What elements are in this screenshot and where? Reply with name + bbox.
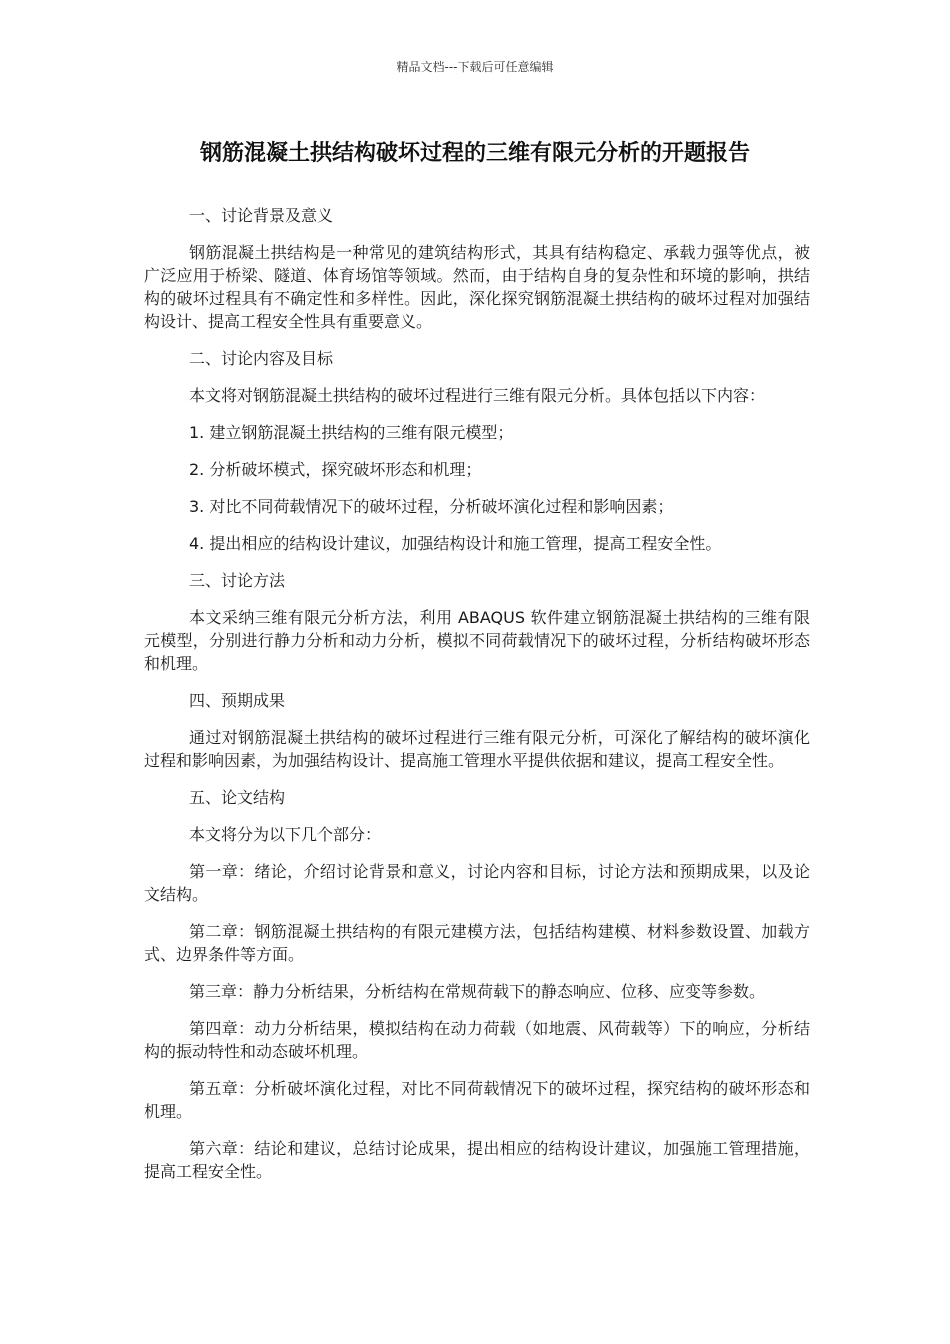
header-note: 精品文档---下载后可任意编辑 — [396, 60, 554, 74]
list-item-content: 4. 提出相应的结构设计建议，加强结构设计和施工管理，提高工程安全性。 — [189, 534, 722, 553]
section-heading-content-goals: 二、讨论内容及目标 — [189, 349, 334, 368]
chapter-item: 第三章：静力分析结果，分析结构在常规荷载下的静态响应、位移、应变等参数。 — [189, 982, 766, 1001]
list-item-content: 2. 分析破坏模式，探究破坏形态和机理； — [189, 460, 482, 479]
paragraph-expected-results: 通过对钢筋混凝土拱结构的破坏过程进行三维有限元分析，可深化了解结构的破坏演化过程和影响因素，为加强结构设计、提高施工管理水平提供依据和建议，提高工程安全性。 — [144, 728, 810, 770]
paragraph-background: 钢筋混凝土拱结构是一种常见的建筑结构形式，其具有结构稳定、承载力强等优点，被广泛应用于桥梁、隧道、体育场馆等领域。然而，由于结构自身的复杂性和环境的影响，拱结构的破坏过程具有不确定性和多样性。因此，深化探究钢筋混凝土拱结构的破坏过程对加强结构设计、提高工程安全性具有重要意义。 — [144, 243, 810, 331]
paragraph-structure-intro: 本文将分为以下几个部分： — [189, 825, 382, 844]
section-heading-thesis-structure: 五、论文结构 — [189, 788, 286, 807]
section-heading-background: 一、讨论背景及意义 — [189, 206, 334, 225]
list-item-content: 3. 对比不同荷载情况下的破坏过程，分析破坏演化过程和影响因素； — [189, 497, 674, 516]
paragraph-method: 本文采纳三维有限元分析方法，利用 ABAQUS 软件建立钢筋混凝土拱结构的三维有限元模型，分别进行静力分析和动力分析，模拟不同荷载情况下的破坏过程，分析结构破坏形态和机理。 — [144, 608, 810, 673]
chapter-item: 第一章：绪论，介绍讨论背景和意义，讨论内容和目标，讨论方法和预期成果，以及论文结构。 — [144, 862, 810, 904]
list-item-content: 1. 建立钢筋混凝土拱结构的三维有限元模型； — [189, 423, 514, 442]
chapter-item: 第五章：分析破坏演化过程，对比不同荷载情况下的破坏过程，探究结构的破坏形态和机理。 — [144, 1079, 810, 1121]
chapter-item: 第六章：结论和建议，总结讨论成果，提出相应的结构设计建议，加强施工管理措施，提高工程安全性。 — [144, 1139, 810, 1181]
document-body — [144, 204, 810, 1197]
section-heading-expected-results: 四、预期成果 — [189, 691, 286, 710]
chapter-item: 第四章：动力分析结果，模拟结构在动力荷载（如地震、风荷载等）下的响应，分析结构的振动特性和动态破坏机理。 — [144, 1019, 810, 1061]
paragraph-content-intro: 本文将对钢筋混凝土拱结构的破坏过程进行三维有限元分析。具体包括以下内容： — [189, 386, 766, 405]
chapter-item: 第二章：钢筋混凝土拱结构的有限元建模方法，包括结构建模、材料参数设置、加载方式、边界条件等方面。 — [144, 922, 810, 964]
section-heading-method: 三、讨论方法 — [189, 571, 286, 590]
document-title: 钢筋混凝土拱结构破坏过程的三维有限元分析的开题报告 — [199, 141, 750, 166]
